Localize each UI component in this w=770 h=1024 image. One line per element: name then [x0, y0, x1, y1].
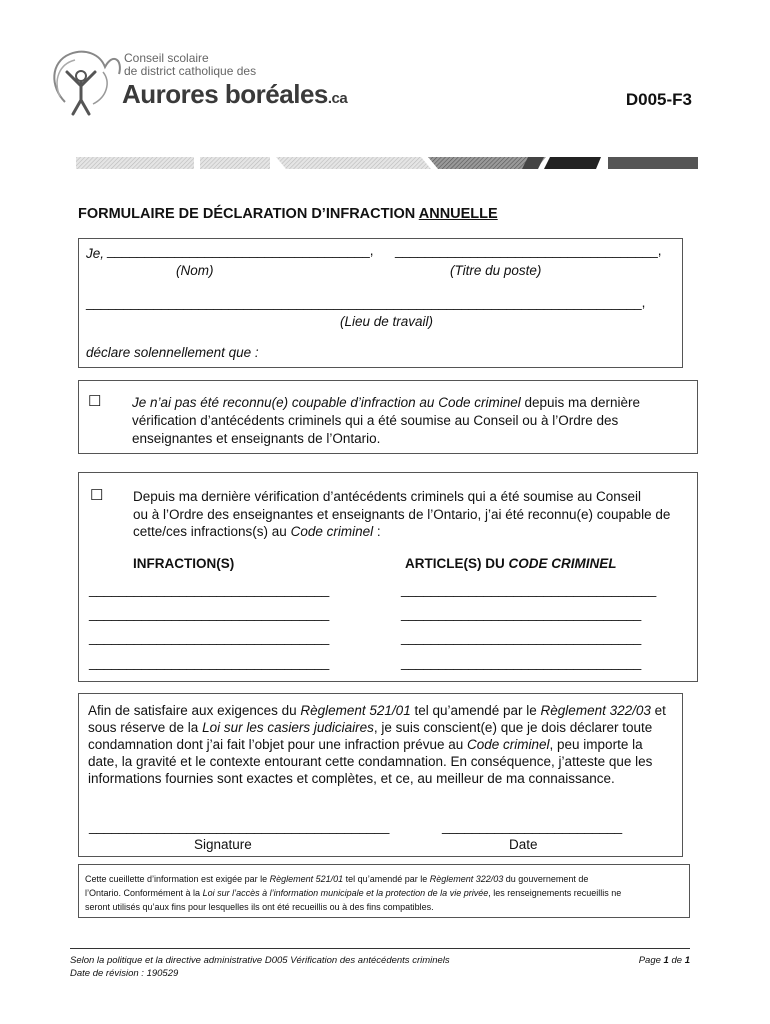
notice-2c: , les renseignements recueillis ne [488, 888, 622, 898]
name-label: (Nom) [176, 263, 214, 278]
notice-1b: Règlement 521/01 [269, 874, 344, 884]
article-field-3[interactable]: ________________________________ [401, 630, 642, 645]
infraction-field-2[interactable]: ________________________________ [89, 606, 330, 621]
logo-suffix: .ca [327, 90, 348, 107]
attestation-line-5: informations fournies sont exactes et complètes, et ce, au meilleur de ma connaissance. [88, 771, 615, 786]
conviction-line-3-b: Code criminel [290, 524, 374, 539]
att-1a: Afin de satisfaire aux exigences du [88, 703, 301, 718]
school-board-logo-icon [45, 42, 125, 120]
notice-1e: du gouvernement de [503, 874, 589, 884]
infraction-field-4[interactable]: ________________________________ [89, 655, 330, 670]
infractions-header: INFRACTION(S) [133, 556, 235, 571]
notice-line-1 [85, 872, 588, 887]
je-label: Je, [86, 246, 105, 261]
logo-name-text: Aurores boréales [122, 79, 328, 109]
att-3b: Code criminel [467, 737, 550, 752]
no-conviction-checkbox[interactable]: ☐ [88, 393, 102, 410]
articles-header-a: ARTICLE(S) DU [405, 556, 509, 571]
att-1b: Règlement 521/01 [300, 703, 411, 718]
page-b: de [668, 955, 685, 966]
conviction-checkbox[interactable]: ☐ [90, 487, 104, 504]
att-2a: sous réserve de la [88, 720, 203, 735]
logo-name [122, 79, 347, 114]
name-field[interactable]: ___________________________________, [107, 243, 374, 258]
att-1e: et [650, 703, 666, 718]
no-conviction-line-2: vérification d’antécédents criminels qui a été soumise au Conseil ou à l’Ordre des [132, 413, 619, 428]
notice-2a: l’Ontario. Conformément à la [85, 888, 203, 898]
att-1c: tel qu’amendé par le [410, 703, 541, 718]
att-3c: , peu importe la [549, 737, 643, 752]
article-field-2[interactable]: ________________________________ [401, 606, 642, 621]
attestation-line-3 [88, 736, 643, 753]
document-id: D005-F3 [625, 90, 692, 109]
notice-1a: Cette cueillette d’information est exigée par le [85, 874, 270, 884]
date-label: Date [509, 837, 538, 852]
form-title-underlined: ANNUELLE [418, 206, 498, 222]
job-title-field[interactable]: ___________________________________, [395, 243, 662, 258]
page-a: Page [638, 955, 664, 966]
articles-header [405, 555, 617, 572]
logo-line-1: Conseil scolaire [124, 51, 209, 65]
article-field-4[interactable]: ________________________________ [401, 655, 642, 670]
decorative-band [76, 157, 698, 169]
workplace-field[interactable]: __________________________________________________________________________, [86, 295, 646, 310]
form-title-main: FORMULAIRE DE DÉCLARATION D’INFRACTION [78, 206, 416, 222]
conviction-line-3 [133, 523, 381, 540]
no-conviction-line-1 [132, 394, 688, 411]
att-2c: , je suis conscient(e) que je dois déclarer toute [373, 720, 653, 735]
notice-2b: Loi sur l’accès à l’information municipale et la protection de la vie privée [202, 888, 489, 898]
no-conviction-line-1-rest: depuis ma dernière [520, 395, 641, 410]
conviction-line-3-c: : [373, 524, 381, 539]
attestation-line-2 [88, 719, 652, 736]
article-field-1[interactable]: __________________________________ [401, 582, 657, 597]
page-total: 1 [684, 955, 690, 966]
att-2b: Loi sur les casiers judiciaires [202, 720, 374, 735]
workplace-label: (Lieu de travail) [340, 314, 434, 329]
attestation-line-4: date, la gravité et le contexte entourant cette condamnation. En conséquence, j’atteste que les [88, 754, 653, 769]
footer-page [639, 955, 690, 966]
no-conviction-line-1-italic: Je n’ai pas été reconnu(e) coupable d’infraction au Code criminel [132, 395, 521, 410]
notice-1d: Règlement 322/03 [429, 874, 504, 884]
notice-line-2 [85, 886, 621, 901]
job-title-label: (Titre du poste) [450, 263, 542, 278]
notice-1c: tel qu’amendé par le [343, 874, 430, 884]
infraction-field-3[interactable]: ________________________________ [89, 630, 330, 645]
declare-text: déclare solennellement que : [86, 345, 259, 360]
infraction-field-1[interactable]: ________________________________ [89, 582, 330, 597]
conviction-line-1: Depuis ma dernière vérification d’antécédents criminels qui a été soumise au Conseil [133, 489, 642, 504]
footer-policy: Selon la politique et la directive administrative D005 Vérification des antécédents criminels [70, 955, 450, 966]
footer-revision: Date de révision : 190529 [70, 968, 179, 979]
signature-field[interactable]: ________________________________________ [89, 819, 390, 834]
att-3a: condamnation dont j’ai fait l’objet pour une infraction prévue au [88, 737, 467, 752]
att-1d: Règlement 322/03 [540, 703, 651, 718]
page-num: 1 [663, 955, 669, 966]
conviction-line-3-a: cette/ces infractions(s) au [133, 524, 291, 539]
articles-header-b: CODE CRIMINEL [508, 556, 617, 571]
logo-line-2: de district catholique des [124, 64, 257, 78]
date-field[interactable]: ________________________ [442, 819, 623, 834]
conviction-line-2: ou à l’Ordre des enseignantes et enseignants de l’Ontario, j’ai été reconnu(e) coupable de [133, 507, 671, 522]
notice-line-3: seront utilisés qu’aux fins pour lesquelles ils ont été recueillis ou à des fins compatibles. [85, 902, 434, 912]
no-conviction-line-3: enseignantes et enseignants de l’Ontario. [132, 431, 381, 446]
signature-label: Signature [194, 837, 252, 852]
footer-divider [70, 948, 690, 949]
form-title [78, 206, 498, 222]
attestation-line-1 [88, 702, 666, 719]
